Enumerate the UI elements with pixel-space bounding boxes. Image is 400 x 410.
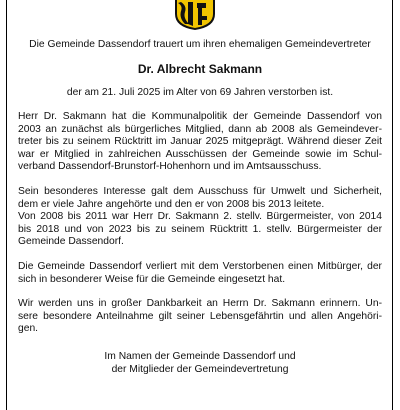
coat-of-arms-icon	[173, 0, 217, 30]
text-line: Von 2008 bis 2011 war Herr Dr. Sakmann 2. stellv. Bürgermeister, von 2014	[18, 211, 382, 223]
text-line: bis 2018 und von 2023 bis zu seinem Rücktritt 1. stellv. Bürgermeister der	[18, 223, 382, 235]
intro-line: Die Gemeinde Dassendorf trauert um ihren ehemaligen Gemeindevertreter	[29, 39, 371, 50]
paragraph-interests	[18, 186, 382, 249]
text-line: 2003 an zunächst als bürgerliches Mitglied, dann ab 2008 als Gemeindever-	[18, 123, 382, 135]
signature-block	[18, 350, 382, 376]
text-line: sere besondere Anteilnahme gilt seiner Lebensgefährtin und allen Angehöri-	[18, 310, 382, 322]
text-line: war er Mitglied in zahlreichen Ausschüssen der Gemeinde sowie im Schul-	[18, 148, 382, 160]
text-line: gen.	[18, 323, 39, 335]
text-line: Sein besonderes Interesse galt dem Ausschuss für Umwelt und Sicherheit,	[18, 185, 382, 197]
text-line: Gemeinde Dassendorf.	[18, 236, 124, 248]
paragraph-career	[18, 111, 382, 174]
obituary-content	[18, 38, 382, 376]
deceased-name: Dr. Albrecht Sakmann	[137, 62, 263, 76]
text-line: Die Gemeinde Dassendorf verliert mit dem Verstorbenen einen Mitbürger, der	[18, 260, 382, 272]
text-line: Herr Dr. Sakmann hat die Kommunalpolitik der Gemeinde Dassendorf von	[18, 111, 382, 122]
text-line: Wir werden uns in großer Dankbarkeit an Herrn Dr. Sakmann erinnern. Un-	[18, 298, 382, 310]
text-line: treter bis zu seinem Rücktritt im Januar 2025 mitgeprägt. Während dieser Zeit	[18, 136, 382, 148]
paragraph-condolences	[18, 298, 382, 336]
paragraph-loss	[18, 261, 382, 286]
text-line: sich in besonderer Weise für die Gemeinde eingesetzt hat.	[18, 273, 286, 285]
text-line: dem er viele Jahre angehörte und den er von 2008 bis 2013 leitete.	[18, 198, 325, 210]
signature-line-2: der Mitglieder der Gemeindevertretung	[111, 363, 289, 375]
text-line: verband Dassendorf-Brunstorf-Hohenhorn und im Amtsausschuss.	[18, 161, 322, 173]
signature-line-1: Im Namen der Gemeinde Dassendorf und	[104, 350, 296, 362]
death-line: der am 21. Juli 2025 im Alter von 69 Jahren verstorben ist.	[66, 87, 334, 98]
